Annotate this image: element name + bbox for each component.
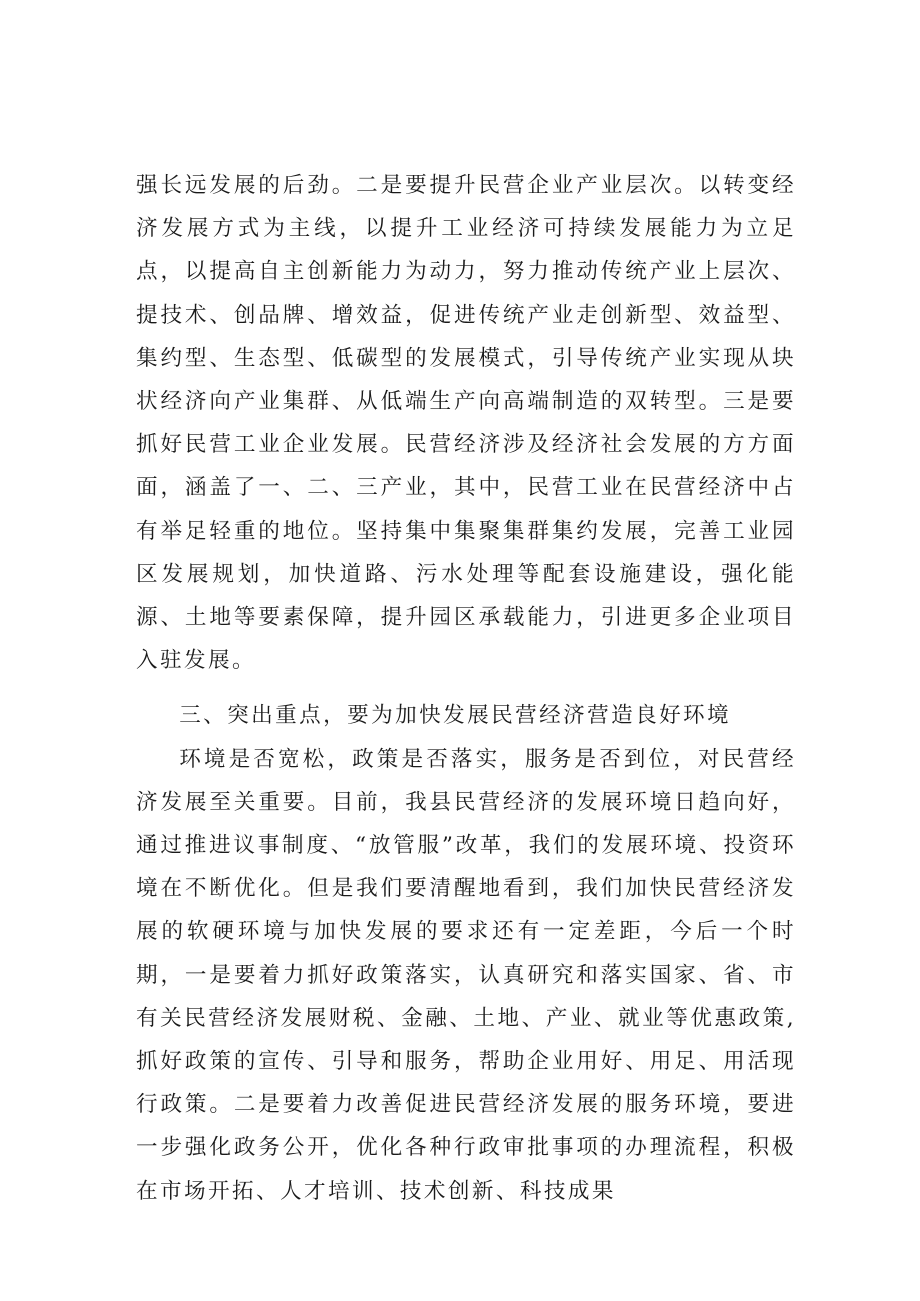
paragraph-continuation: 强长远发展的后劲。二是要提升民营企业产业层次。以转变经济发展方式为主线，以提升工业经济可持续发展能力为立足点，以提高自主创新能力为动力，努力推动传统产业上层次、提技术、创品牌、增效益，促进传统产业走创新型、效益型、集约型、生态型、低碳型的发展模式，引导传统产业实现从块状经济向产业集群、从低端生产向高端制造的双转型。三是要抓好民营工业企业发展。民营经济涉及经济社会发展的方方面面，涵盖了一、二、三产业，其中，民营工业在民营经济中占有举足轻重的地位。坚持集中集聚集群集约发展，完善工业园区发展规划，加快道路、污水处理等配套设施建设，强化能源、土地等要素保障，提升园区承载能力，引进更多企业项目入驻发展。 xyxy=(136,173,796,674)
section-heading: 三、突出重点，要为加快发展民营经济营造良好环境 xyxy=(179,703,732,729)
paragraph-environment: 环境是否宽松，政策是否落实，服务是否到位，对民营经济发展至关重要。目前，我县民营经济的发展环境日趋向好，通过推进议事制度、“放管服”改革，我们的发展环境、投资环境在不断优化。但是我们要清醒地看到，我们加快民营经济发展的软硬环境与加快发展的要求还有一定差距，今后一个时期，一是要着力抓好政策落实，认真研究和落实国家、省、市有关民营经济发展财税、金融、土地、产业、就业等优惠政策,抓好政策的宣传、引导和服务，帮助企业用好、用足、用活现行政策。二是要着力改善促进民营经济发展的服务环境，要进一步强化政务公开，优化各种行政审批事项的办理流程，积极在市场开拓、人才培训、技术创新、科技成果 xyxy=(136,746,796,1204)
document-body xyxy=(136,164,796,1213)
